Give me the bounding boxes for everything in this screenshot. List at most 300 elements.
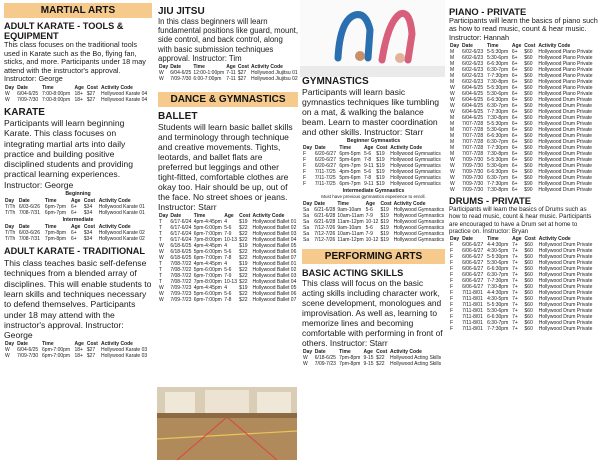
table-cell: W <box>159 249 164 256</box>
table-cell: 7pm-8pm <box>44 236 67 243</box>
table-cell: 7+ <box>512 284 518 291</box>
table-cell: 6/02-6/23 <box>462 49 484 56</box>
table-cell: Hollywood Gymnastics <box>393 212 445 219</box>
table-cell: W <box>5 96 10 103</box>
column-header: Age <box>512 236 522 243</box>
table-cell: Hollywood Ballet 03 <box>252 231 297 238</box>
table-cell: 18+ <box>74 347 83 354</box>
column-header: Time <box>339 145 351 151</box>
table-cell: 6/17-6/24 <box>170 225 192 232</box>
table-cell: M <box>450 49 455 56</box>
table-cell: F <box>450 326 454 333</box>
column-header: Time <box>42 84 54 91</box>
table-cell: 7/08-7/31 <box>18 210 40 217</box>
table-cell: Hollywood Karate 01 <box>98 210 145 217</box>
table-cell: 7/11-8/01 <box>462 314 483 321</box>
karate-desc: Participants will learn beginning Karate. This class focuses on integrating martial arts into daily practice and building positive disciplined students and providing practical learning experiences. Instructor: George <box>4 117 133 190</box>
table-cell: W <box>159 291 164 298</box>
table-cell: Hollywood Drum Private <box>538 284 593 291</box>
column-header: Date <box>18 198 30 205</box>
piano-title: PIANO - PRIVATE <box>449 6 527 17</box>
karate-title: KARATE <box>4 106 45 118</box>
table-cell: 7:30-8pm <box>486 79 509 86</box>
table-cell: 6+ <box>511 127 518 134</box>
table-cell: 7/08-7/22 <box>170 261 192 268</box>
table-row <box>302 361 445 367</box>
table-cell: W <box>159 76 164 83</box>
table-cell: $34 <box>83 230 93 237</box>
table-cell: $22 <box>239 225 248 232</box>
table-cell: 6/04-6/25 <box>462 115 484 122</box>
table-cell: $60 <box>524 79 533 86</box>
table-cell: Hollywood Acting Skills <box>389 354 442 361</box>
section-header-dance-gymnastics: DANCE & GYMNASTICS <box>158 92 298 107</box>
table-cell: Hollywood Karate 03 <box>101 353 148 360</box>
martial-arts-column <box>0 0 155 463</box>
column-header: Day <box>303 200 313 207</box>
table-cell: 5:30-6pm <box>487 260 509 267</box>
table-cell: 6/02-6/23 <box>462 67 484 74</box>
table-cell: T/Th <box>5 210 16 217</box>
table-cell: $60 <box>524 151 533 158</box>
table-cell: Hollywood Ballet 07 <box>252 297 297 304</box>
table-cell: 6/06-6/27 <box>462 254 484 261</box>
table-cell: M <box>450 61 455 68</box>
column-header: Cost <box>239 213 251 220</box>
table-cell: 5:30-6pm <box>486 91 509 98</box>
table-cell: Hollywood Drum Private <box>538 187 593 194</box>
table-cell: 7:30-8pm <box>486 187 509 194</box>
table-cell: Hollywood Ballet 02 <box>252 267 297 274</box>
table-cell: $27 <box>86 353 96 360</box>
column-header: Date <box>18 224 30 231</box>
table-cell: Hollywood Piano Private <box>538 67 593 74</box>
table-cell: W <box>450 103 455 110</box>
table-cell: T <box>159 225 163 232</box>
table-cell: 6/18-6/25 <box>314 354 336 361</box>
table-cell: $19 <box>376 157 385 163</box>
column-header: Activity Code <box>101 84 133 91</box>
table-cell: T <box>159 273 163 280</box>
table-cell: Hollywood Drum Private <box>538 169 593 176</box>
table-cell: 5-5:30pm <box>486 157 509 164</box>
karate-intermediate-table <box>4 224 152 242</box>
table-cell: W <box>303 360 308 367</box>
table-cell: Sa <box>303 212 310 219</box>
jiu-jitsu-table <box>158 64 299 82</box>
table-cell: 7/11-7/25 <box>314 169 336 175</box>
table-cell: 6+ <box>511 169 518 176</box>
acting-skills-desc: This class will focus on the basic acting skills including character work, scene development, monologues and improvisation. As well as, learning to memorize lines and becoming comfortable with performing in front of others. Instructor: Starr <box>302 277 443 348</box>
table-cell: 7/11-8/01 <box>462 326 483 333</box>
table-cell: $60 <box>524 254 533 261</box>
drums-title: DRUMS - PRIVATE <box>449 195 531 207</box>
table-cell: F <box>450 314 454 321</box>
table-cell: 7/09-7/30 <box>462 187 484 194</box>
table-cell: $60 <box>524 97 533 104</box>
table-cell: 7+ <box>512 326 518 333</box>
table-cell: 6:30-7pm <box>487 320 509 327</box>
table-cell: $60 <box>524 163 533 170</box>
table-cell: $60 <box>524 248 533 255</box>
table-row <box>4 97 152 103</box>
table-cell: F <box>303 181 307 187</box>
acting-skills-table <box>302 349 445 367</box>
table-cell: 6pm-7:00pm <box>193 255 222 262</box>
table-cell: W <box>450 181 455 188</box>
table-cell: F <box>303 169 307 175</box>
table-cell: 10am-11am <box>337 230 364 237</box>
table-cell: 6-6:30pm <box>486 169 509 176</box>
column-header: Time <box>339 348 351 355</box>
column-header: Time <box>44 224 57 231</box>
table-cell: Hollywood Gymnastics <box>390 169 441 175</box>
table-cell: $60 <box>524 326 533 333</box>
gym-photo <box>157 387 297 460</box>
table-cell: Hollywood Karate 02 <box>98 230 145 237</box>
table-cell: 5pm-6:00pm <box>193 267 222 274</box>
table-cell: 6pm-7pm <box>339 163 361 169</box>
table-cell: 7/07-7/28 <box>462 127 484 134</box>
table-cell: F <box>450 320 454 327</box>
table-cell: Hollywood Drum Private <box>538 103 593 110</box>
table-cell: Hollywood Karate 01 <box>98 204 145 211</box>
table-cell: 7-7:30pm <box>486 73 509 80</box>
table-cell: 6-6:30pm <box>486 61 509 68</box>
table-cell: 7-9 <box>365 230 373 237</box>
column-header: Age <box>74 341 84 348</box>
gymnastics-intermediate-subheading: Intermediate Gymnastics <box>342 188 405 194</box>
table-cell: Hollywood Ballet 06 <box>252 291 297 298</box>
table-cell: 6/06-6/27 <box>462 242 484 249</box>
column-header: Activity Code <box>393 200 426 207</box>
table-cell: 7+ <box>512 296 518 303</box>
table-cell: 4-4:30pm <box>487 242 509 249</box>
column-header: Time <box>42 341 54 348</box>
table-cell: Hollywood Drum Private <box>538 266 593 273</box>
table-cell: 7+ <box>512 272 518 279</box>
table-cell: 6+ <box>511 79 518 86</box>
table-cell: 6+ <box>70 236 77 243</box>
table-cell: 6/18-6/25 <box>170 243 192 250</box>
table-cell: 10-12 <box>365 236 379 243</box>
table-cell: Hollywood Drum Private <box>538 139 593 146</box>
table-cell: 7pm-8:00pm <box>193 279 222 286</box>
table-cell: Hollywood Drum Private <box>538 115 593 122</box>
table-cell: $34 <box>83 204 93 211</box>
table-cell: 6pm-7pm <box>44 210 67 217</box>
table-cell: 12:00-1:00pm <box>193 70 225 77</box>
column-header: Age <box>224 213 234 220</box>
column-header: Activity Code <box>101 341 133 348</box>
section-header-martial-arts: MARTIAL ARTS <box>4 3 152 18</box>
column-header: Day <box>5 224 15 231</box>
table-cell: Hollywood Jiujitsu 01 <box>250 70 298 77</box>
table-cell: $90 <box>524 187 533 194</box>
table-cell: M <box>450 151 455 158</box>
table-cell: F <box>450 284 454 291</box>
table-row <box>302 181 445 187</box>
table-cell: W <box>303 354 308 361</box>
table-cell: 6:30-7pm <box>486 175 509 182</box>
piano-desc: Participants will learn the basics of piano such as how to read music, count & hear music. Instructor: Hannah <box>449 16 598 42</box>
table-cell: Hollywood Drum Private <box>538 308 593 315</box>
table-cell: 5-5:30pm <box>486 121 509 128</box>
table-cell: 7/07-7/28 <box>462 139 484 146</box>
table-cell: M <box>450 145 455 152</box>
table-cell: Hollywood Acting Skills <box>389 360 442 367</box>
table-cell: 7/09-7/30 <box>17 353 39 360</box>
table-cell: 6+ <box>511 187 518 194</box>
table-cell: 7-7:30pm <box>487 278 509 285</box>
table-cell: 6pm-7:00pm <box>193 297 222 304</box>
table-cell: 6:30-7pm <box>487 272 509 279</box>
table-cell: F <box>450 260 454 267</box>
table-cell: Hollywood Drum Private <box>538 163 593 170</box>
table-cell: 7-11 <box>226 76 236 83</box>
table-cell: 7/12-7/26 <box>314 230 336 237</box>
table-cell: W <box>159 285 164 292</box>
table-cell: F <box>450 296 454 303</box>
table-cell: Hollywood Drum Private <box>538 314 593 321</box>
gymnastics-title: GYMNASTICS <box>302 76 369 87</box>
table-cell: 5pm-6pm <box>339 175 361 181</box>
table-cell: Hollywood Drum Private <box>538 260 593 267</box>
table-cell: Sa <box>303 236 310 243</box>
table-cell: Hollywood Karate 04 <box>101 96 148 103</box>
table-cell: 5-5:30pm <box>486 85 509 92</box>
table-cell: 7-9 <box>224 273 232 280</box>
table-cell: 7/11-7/25 <box>314 175 336 181</box>
table-cell: $19 <box>239 261 248 268</box>
table-cell: 6/21-6/28 <box>314 206 336 213</box>
table-cell: Hollywood Ballet 02 <box>252 225 297 232</box>
table-cell: Hollywood Drum Private <box>538 326 593 333</box>
table-cell: 7/08-7/22 <box>170 279 192 286</box>
column-header: Cost <box>237 64 249 71</box>
table-cell: $22 <box>239 267 248 274</box>
table-cell: 6pm-7:00pm <box>193 231 222 238</box>
table-cell: 5-6 <box>224 267 232 274</box>
table-cell: 7+ <box>512 308 518 315</box>
drums-desc: Participants will learn the basics of Drums such as how to read music, count & hear music. Participants are encouraged to have a Drum set at home to practice on. Instructor: Bryan <box>449 206 592 235</box>
table-cell: $60 <box>524 85 533 92</box>
table-cell: M <box>450 121 455 128</box>
table-cell: 6+ <box>511 67 518 74</box>
table-cell: 7/09-7/30 <box>170 76 192 83</box>
table-cell: $60 <box>524 302 533 309</box>
adult-karate-traditional-desc: This class teaches basic self-defense techniques from a blended array of disciplines. This will enable students to learn skills and techniques necessary to defend themselves. Participants under 18 may attend with the instructor's approval. Instructor: George <box>4 258 152 341</box>
table-cell: 6/21-6/28 <box>314 212 336 219</box>
column-header: Age <box>365 200 376 207</box>
table-cell: $60 <box>524 242 533 249</box>
table-cell: Hollywood Drum Private <box>538 127 593 134</box>
column-header: Time <box>486 43 499 50</box>
table-cell: $22 <box>239 279 248 286</box>
table-cell: 10am-11am <box>337 212 364 219</box>
table-cell: 7pm-8pm <box>44 230 67 237</box>
table-cell: 7+ <box>512 290 518 297</box>
table-cell: 6+ <box>511 163 518 170</box>
table-cell: 9am-10am <box>337 206 362 213</box>
table-cell: T/Th <box>5 204 16 211</box>
table-cell: $22 <box>239 297 248 304</box>
table-cell: Hollywood Gymnastics <box>393 236 445 243</box>
table-cell: Hollywood Gymnastics <box>390 157 441 163</box>
table-cell: F <box>450 248 454 255</box>
table-cell: 5:30-6pm <box>486 55 509 62</box>
table-cell: Hollywood Gymnastics <box>393 206 445 213</box>
table-cell: 6/17-6/24 <box>170 231 192 238</box>
table-cell: T <box>159 279 163 286</box>
table-cell: 6/06-6/27 <box>462 272 484 279</box>
table-cell: Hollywood Gymnastics <box>390 151 441 157</box>
table-cell: 7+ <box>512 242 518 249</box>
adult-karate-traditional-table <box>4 341 152 359</box>
table-cell: 7pm-8pm <box>339 354 361 361</box>
table-cell: W <box>450 169 455 176</box>
table-cell: Hollywood Drum Private <box>538 109 593 116</box>
table-cell: $22 <box>239 231 248 238</box>
table-cell: M <box>450 133 455 140</box>
adult-karate-tools-title: ADULT KARATE - TOOLS & EQUIPMENT <box>4 21 124 41</box>
table-cell: 7:30-8pm <box>486 115 509 122</box>
table-cell: $22 <box>239 237 248 244</box>
table-cell: F <box>303 175 307 181</box>
table-cell: 7:00-8:00pm <box>42 90 71 97</box>
column-header: Activity Code <box>98 198 131 205</box>
table-cell: M <box>450 139 455 146</box>
column-header: Date <box>17 84 28 91</box>
gymnastics-desc: Participants will learn basic gymnastics techniques like tumbling on a mat, & walking the balance beam. Learn to master coordination and other skills. Instructor: Starr <box>302 87 440 137</box>
column-header: Cost <box>376 348 388 355</box>
table-cell: 6/18-6/25 <box>170 249 192 256</box>
column-header: Age <box>70 198 81 205</box>
table-cell: Hollywood Drum Private <box>538 296 593 303</box>
table-cell: Sa <box>303 206 310 213</box>
table-cell: 11am-12pm <box>337 236 364 243</box>
table-cell: 7/07-7/28 <box>462 133 484 140</box>
table-cell: $60 <box>524 115 533 122</box>
table-cell: 6+ <box>511 91 518 98</box>
table-cell: $60 <box>524 139 533 146</box>
table-cell: W <box>450 109 455 116</box>
table-cell: 6:00-7:00pm <box>193 76 222 83</box>
jiu-jitsu-title: JIU JITSU <box>158 6 205 17</box>
table-cell: 6/04-6/25 <box>462 109 484 116</box>
table-cell: 6pm-7:00pm <box>193 273 222 280</box>
table-cell: 9-11 <box>363 181 374 187</box>
table-cell: 6/03-6/26 <box>18 230 40 237</box>
table-cell: $19 <box>239 243 248 250</box>
table-row <box>302 355 445 361</box>
table-cell: Hollywood Piano Private <box>538 73 593 80</box>
table-cell: $60 <box>524 49 533 56</box>
table-cell: Hollywood Gymnastics <box>390 175 441 181</box>
table-cell: 7+ <box>512 248 518 255</box>
table-cell: W <box>5 353 10 360</box>
table-cell: $60 <box>524 145 533 152</box>
table-cell: M <box>450 79 455 86</box>
table-cell: 7-8 <box>363 175 372 181</box>
table-cell: Hollywood Ballet 04 <box>252 237 297 244</box>
table-cell: W <box>450 157 455 164</box>
table-cell: Hollywood Gymnastics <box>390 163 441 169</box>
table-cell: 6/02-6/23 <box>462 73 484 80</box>
table-cell: 6/06-6/27 <box>462 278 484 285</box>
table-cell: T <box>159 231 163 238</box>
table-cell: $19 <box>380 212 389 219</box>
table-cell: $60 <box>524 67 533 74</box>
table-cell: 7/11-7/25 <box>314 181 336 187</box>
table-cell: 4 <box>224 261 227 268</box>
column-header: Age <box>74 84 84 91</box>
table-cell: 7/09-7/30 <box>462 169 484 176</box>
gymnastics-beginner-subheading: Beginner Gymnastics <box>346 138 401 144</box>
table-cell: 9-15 <box>363 360 374 367</box>
table-cell: 7+ <box>512 320 518 327</box>
table-cell: 7-11 <box>226 70 236 77</box>
table-cell: 6+ <box>511 55 518 62</box>
column-header: Day <box>303 145 313 151</box>
table-cell: 5:30-6pm <box>486 163 509 170</box>
table-cell: 7-7:30pm <box>486 181 509 188</box>
table-cell: 7/12-7/26 <box>314 224 336 231</box>
table-cell: 4pm-4:45pm <box>193 261 222 268</box>
table-cell: 5-5:30pm <box>487 254 509 261</box>
adult-karate-tools-desc: This class focuses on the traditional tools used in Karate such as the Bo, flying fan, sticks, and more. Participants under 18 may attend with the instructor's approval. Instructor: George <box>4 40 146 84</box>
table-cell: 6/06-6/27 <box>462 284 484 291</box>
table-cell: $60 <box>524 284 533 291</box>
table-cell: 6+ <box>511 139 518 146</box>
table-row <box>449 187 598 193</box>
table-cell: 7/12-7/26 <box>314 236 336 243</box>
table-cell: 7-7:30pm <box>486 145 509 152</box>
table-cell: 6/20-6/27 <box>314 163 336 169</box>
column-header: Date <box>17 341 28 348</box>
table-cell: 6+ <box>70 230 77 237</box>
table-cell: Hollywood Drum Private <box>538 133 593 140</box>
table-cell: 4pm-5pm <box>339 169 361 175</box>
table-cell: Hollywood Piano Private <box>538 55 593 62</box>
table-cell: 6+ <box>511 49 518 56</box>
table-cell: Hollywood Gymnastics <box>393 224 445 231</box>
table-cell: Sa <box>303 230 310 237</box>
table-cell: 6+ <box>70 210 77 217</box>
table-cell: 6/04-6/25 <box>17 90 39 97</box>
table-cell: 7/07-7/28 <box>462 145 484 152</box>
table-cell: W <box>450 163 455 170</box>
table-cell: F <box>450 242 454 249</box>
table-cell: 6/21-6/28 <box>314 218 336 225</box>
table-row <box>4 353 152 359</box>
table-cell: 6/06-6/27 <box>462 266 484 273</box>
table-cell: Hollywood Drum Private <box>538 302 593 309</box>
table-cell: 5-5:30pm <box>487 302 509 309</box>
table-cell: $60 <box>524 169 533 176</box>
table-cell: 4pm-4:45pm <box>193 219 222 226</box>
jiu-jitsu-desc: In this class beginners will learn fundamental positions like guard, mount, side control, and back control, along with basic submission techniques approval. Instructor: Tim <box>158 17 298 63</box>
table-cell: 7+ <box>512 278 518 285</box>
table-cell: 7/09-7/30 <box>462 181 484 188</box>
table-cell: Hollywood Ballet 04 <box>252 279 297 286</box>
gymnastics-intermediate-note: Must have previous gymnastics experience to enroll. <box>321 194 426 199</box>
table-cell: $22 <box>239 273 248 280</box>
table-row <box>158 297 298 303</box>
table-cell: Hollywood Drum Private <box>538 151 593 158</box>
table-cell: Hollywood Ballet 01 <box>252 219 297 226</box>
table-cell: F <box>450 254 454 261</box>
